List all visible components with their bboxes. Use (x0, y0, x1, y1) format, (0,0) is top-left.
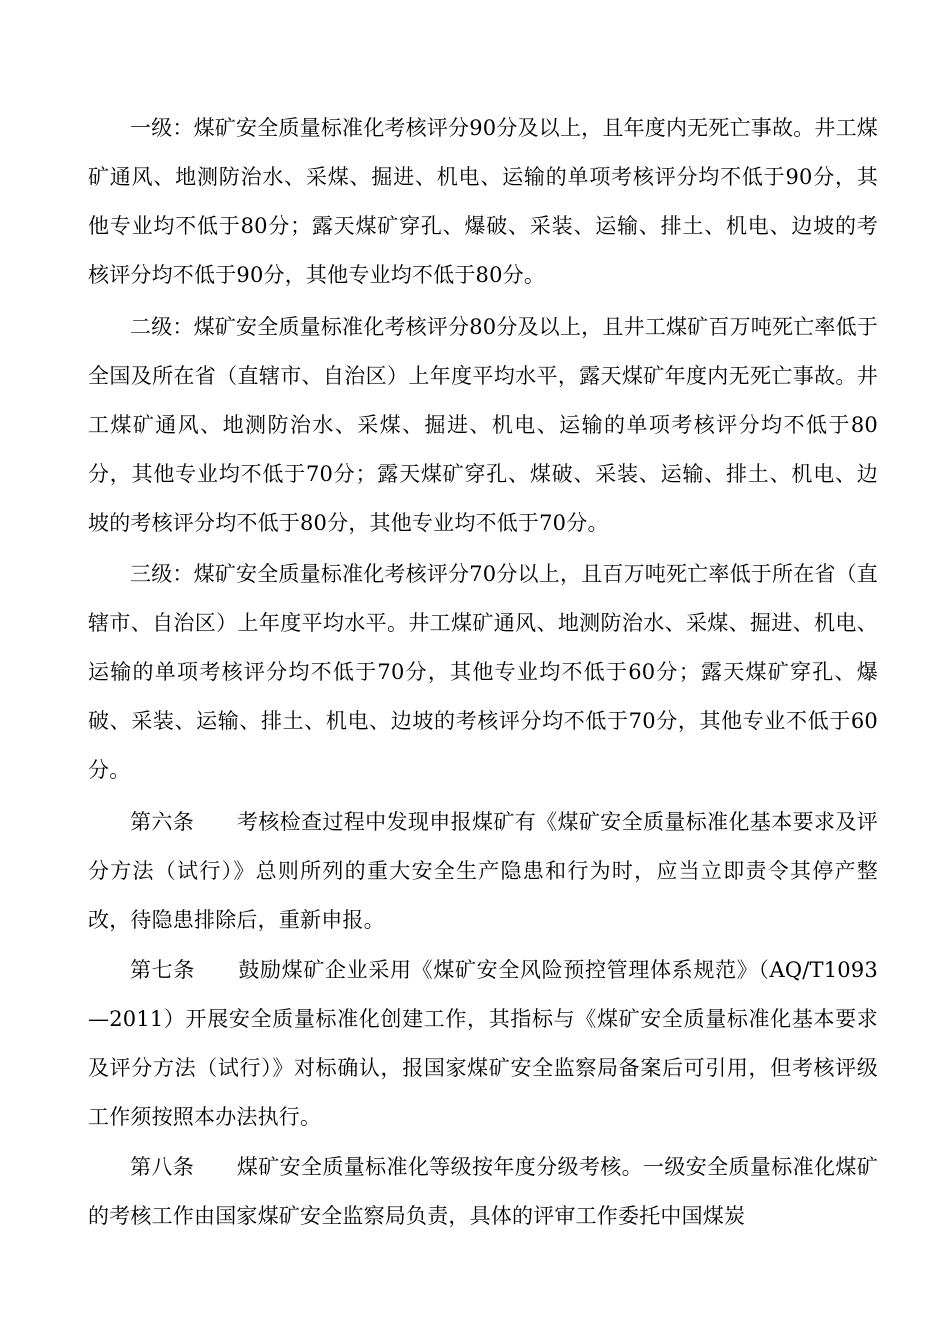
paragraph-level-two: 二级：煤矿安全质量标准化考核评分80分及以上，且井工煤矿百万吨死亡率低于全国及所在省（直辖市、自治区）上年度平均水平，露天煤矿年度内无死亡事故。井工煤矿通风、地测防治水、采煤、掘进、机电、运输的单项考核评分均不低于80分，其他专业均不低于70分；露天煤矿穿孔、煤破、采装、运输、排土、机电、边坡的考核评分均不低于80分，其他专业均不低于70分。 (88, 315, 878, 535)
paragraph-level-three: 三级：煤矿安全质量标准化考核评分70分以上，且百万吨死亡率低于所在省（直辖市、自治区）上年度平均水平。井工煤矿通风、地测防治水、采煤、掘进、机电、运输的单项考核评分均不低于70分，其他专业均不低于60分；露天煤矿穿孔、爆破、采装、运输、排土、机电、边坡的考核评分均不低于70分，其他专业不低于60分。 (88, 562, 878, 782)
paragraph-article-six: 第六条 考核检查过程中发现申报煤矿有《煤矿安全质量标准化基本要求及评分方法（试行）》总则所列的重大安全生产隐患和行为时，应当立即责令其停产整改，待隐患排除后，重新申报。 (88, 810, 878, 932)
paragraph-article-eight: 第八条 煤矿安全质量标准化等级按年度分级考核。一级安全质量标准化煤矿的考核工作由国家煤矿安全监察局负责，具体的评审工作委托中国煤炭 (88, 1155, 878, 1228)
paragraph-article-seven: 第七条 鼓励煤矿企业采用《煤矿安全风险预控管理体系规范》（AQ/T1093—2011）开展安全质量标准化创建工作，其指标与《煤矿安全质量标准化基本要求及评分方法（试行）》对标确认，报国家煤矿安全监察局备案后可引用，但考核评级工作须按照本办法执行。 (88, 958, 878, 1129)
paragraph-level-one: 一级：煤矿安全质量标准化考核评分90分及以上，且年度内无死亡事故。井工煤矿通风、地测防治水、采煤、掘进、机电、运输的单项考核评分均不低于90分，其他专业均不低于80分；露天煤矿穿孔、爆破、采装、运输、排土、机电、边坡的考核评分均不低于90分，其他专业均不低于80分。 (88, 116, 878, 287)
